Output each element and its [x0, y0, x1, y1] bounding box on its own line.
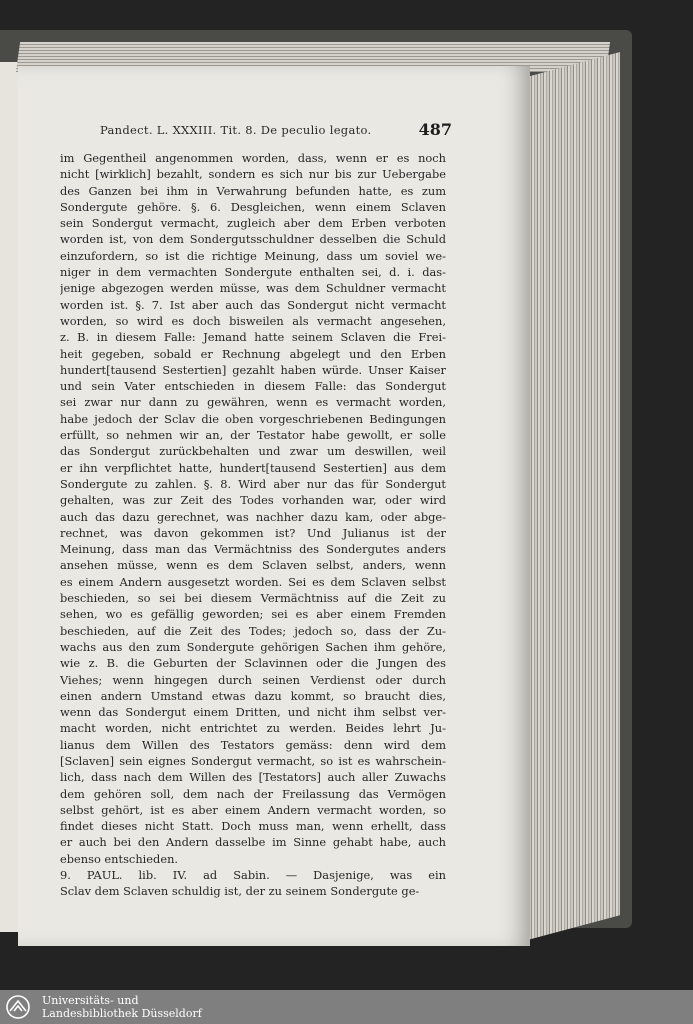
text-line: worden ist. §. 7. Ist aber auch das Sondergut nicht vermacht — [60, 297, 446, 312]
text-line: findet dieses nicht Statt. Doch muss man, wenn erhellt, dass — [60, 819, 446, 834]
text-line: Sondergute zu zahlen. §. 8. Wird aber nur das für Sondergut — [60, 476, 446, 491]
text-line: das Sondergut zurückbehalten und zwar um deswillen, weil — [60, 444, 446, 459]
text-line: z. B. in diesem Falle: Jemand hatte seinem Sclaven die Frei- — [60, 330, 446, 345]
left-page-edge — [0, 62, 19, 932]
text-line: lianus dem Willen des Testators gemäss: denn wird dem — [60, 737, 446, 752]
text-line: hundert[tausend Sestertien] gezahlt haben würde. Unser Kaiser — [60, 362, 446, 377]
institution-line-1: Universitäts- und — [42, 994, 139, 1007]
page-header — [100, 120, 452, 142]
text-line: beschieden, so sei bei diesem Vermächtniss auf die Zeit zu — [60, 591, 446, 606]
text-line: und sein Vater entschieden in diesem Falle: das Sondergut — [60, 379, 446, 394]
text-line: jenige abgezogen werden müsse, was dem Schuldner vermacht — [60, 281, 446, 296]
text-line: er auch bei den Andern dasselbe im Sinne gehabt habe, auch — [60, 835, 446, 850]
text-line: 9. PAUL. lib. IV. ad Sabin. — Dasjenige, was ein — [60, 868, 446, 883]
text-line: wenn das Sondergut einem Dritten, und nicht ihm selbst ver- — [60, 705, 446, 720]
text-line: es einem Andern ausgesetzt worden. Sei es dem Sclaven selbst — [60, 574, 446, 589]
text-line: einen andern Umstand etwas dazu kommt, so braucht dies, — [60, 688, 446, 703]
text-line: nicht [wirklich] bezahlt, sondern es sich nur bis zur Uebergabe — [60, 167, 446, 182]
text-line: des Ganzen bei ihm in Verwahrung befunden hatte, es zum — [60, 183, 446, 198]
text-line: macht worden, nicht entrichtet zu werden. Beides lehrt Ju- — [60, 721, 446, 736]
text-line: sein Sondergut vermacht, zugleich aber dem Erben verboten — [60, 216, 446, 231]
page-fore-edge — [520, 52, 620, 942]
text-line: ansehen müsse, wenn es dem Sclaven selbst, anders, wenn — [60, 558, 446, 573]
text-line: sehen, wo es gefällig geworden; sei es aber einem Fremden — [60, 607, 446, 622]
text-line: Sclav dem Sclaven schuldig ist, der zu seinem Sondergute ge- — [60, 884, 420, 899]
text-line: selbst gehört, ist es aber einem Andern vermacht worden, so — [60, 802, 446, 817]
text-line: worden ist, von dem Sondergutsschuldner desselben die Schuld — [60, 232, 446, 247]
text-line: im Gegentheil angenommen worden, dass, wenn er es noch — [60, 151, 446, 165]
text-line: heit gegeben, sobald er Rechnung abgelegt und den Erben — [60, 346, 446, 361]
text-line: Viehes; wenn hingegen durch seinen Verdienst oder durch — [60, 672, 446, 687]
text-line: [Sclaven] sein eignes Sondergut vermacht, so ist es wahrschein- — [60, 753, 446, 768]
running-head: Pandect. L. XXXIII. Tit. 8. De peculio legato. — [100, 123, 372, 137]
text-line: erfüllt, so nehmen wir an, der Testator habe gewollt, er solle — [60, 428, 446, 443]
text-line: einzufordern, so ist die richtige Meinung, dass um soviel we- — [60, 248, 446, 263]
text-line: auch das dazu gerechnet, was nachher dazu kam, oder abge- — [60, 509, 446, 524]
institution-name — [42, 994, 202, 1020]
text-line: wachs aus den zum Sondergute gehörigen Sachen ihm gehöre, — [60, 639, 446, 654]
text-line: dem gehören soll, dem nach der Freilassung das Vermögen — [60, 786, 446, 801]
text-line: beschieden, auf die Zeit des Todes; jedoch so, dass der Zu- — [60, 623, 446, 638]
text-line: ebenso entschieden. — [60, 851, 179, 866]
text-line: Sondergute gehöre. §. 6. Desgleichen, wenn einem Sclaven — [60, 199, 446, 214]
text-line: er ihn verpflichtet hatte, hundert[tausend Sestertien] aus dem — [60, 460, 446, 475]
text-line: worden, so wird es doch bisweilen als vermacht angesehen, — [60, 313, 446, 328]
library-footer — [0, 990, 693, 1024]
body-text — [60, 150, 446, 900]
text-line: Meinung, dass man das Vermächtniss des Sondergutes anders — [60, 542, 446, 557]
text-line: niger in dem vermachten Sondergute enthalten sei, d. i. das- — [60, 265, 446, 280]
text-line: gehalten, was zur Zeit des Todes vorhanden war, oder wird — [60, 493, 446, 508]
text-line: habe jedoch der Sclav die oben vorgeschriebenen Bedingungen — [60, 411, 446, 426]
institution-line-2: Landesbibliothek Düsseldorf — [42, 1007, 202, 1020]
text-line: wie z. B. die Geburten der Sclavinnen oder die Jungen des — [60, 656, 446, 671]
page-number: 487 — [418, 120, 452, 139]
text-line: lich, dass nach dem Willen des [Testators] auch aller Zuwachs — [60, 770, 446, 785]
text-line: rechnet, was davon gekommen ist? Und Julianus ist der — [60, 525, 446, 540]
text-line: sei zwar nur dann zu gewähren, wenn es vermacht worden, — [60, 395, 446, 410]
library-logo-icon — [6, 995, 30, 1019]
